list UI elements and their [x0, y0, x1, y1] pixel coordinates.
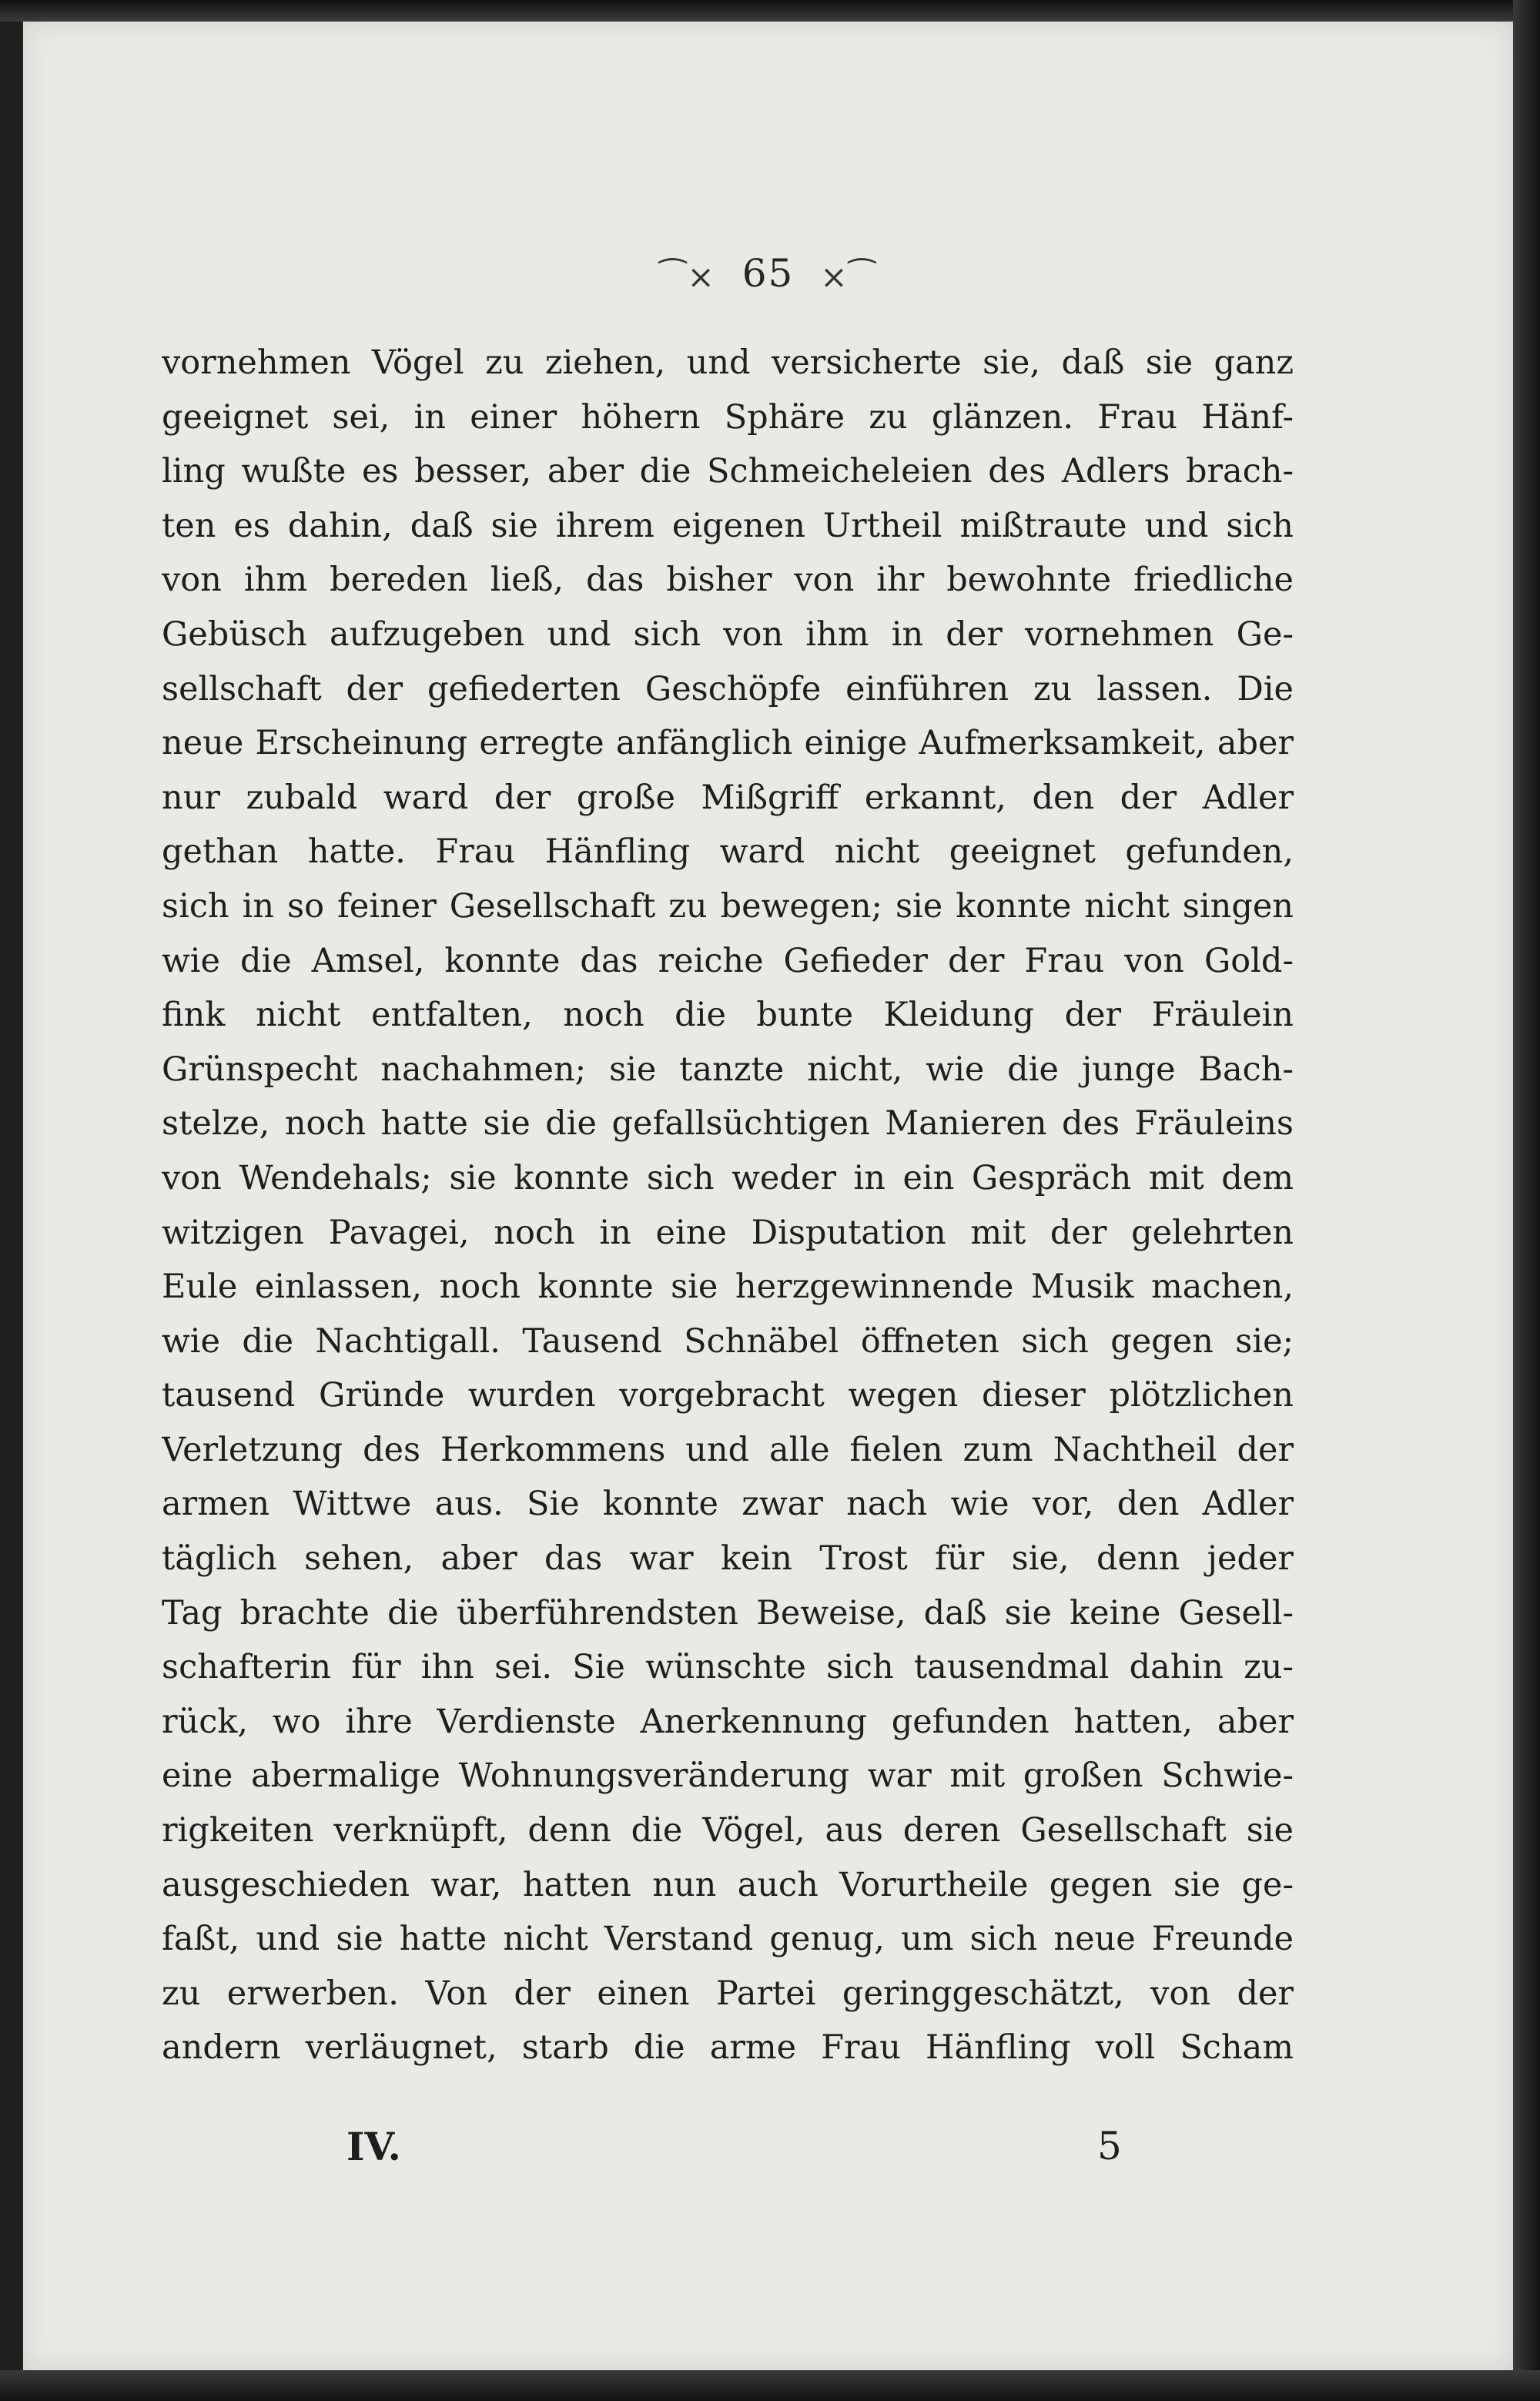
- text-line: stelze, noch hatte sie die gefallsüchtigen Manieren des Fräuleins: [162, 1104, 1294, 1144]
- text-line: nur zubald ward der große Mißgriff erkannt, den der Adler: [162, 778, 1294, 817]
- text-line: rück, wo ihre Verdienste Anerkennung gefunden hatten, aber: [162, 1702, 1294, 1741]
- scan-edge-top: [0, 0, 1540, 22]
- text-line: rigkeiten verknüpft, denn die Vögel, aus deren Gesellschaft sie: [162, 1811, 1294, 1850]
- text-line: ling wußte es besser, aber die Schmeicheleien des Adlers brach-: [162, 452, 1294, 491]
- text-line: neue Erscheinung erregte anfänglich einige Aufmerksamkeit, aber: [162, 724, 1294, 763]
- signature-volume: IV.: [346, 2124, 401, 2169]
- text-line: sich in so feiner Gesellschaft zu bewegen; sie konnte nicht singen: [162, 886, 1294, 926]
- text-line: von ihm bereden ließ, das bisher von ihr bewohnte friedliche: [162, 561, 1294, 600]
- text-line: eine abermalige Wohnungsveränderung war mit großen Schwie-: [162, 1756, 1294, 1796]
- scan-edge-right: [1513, 0, 1540, 2401]
- text-line: ten es dahin, daß sie ihrem eigenen Urtheil mißtraute und sich: [162, 506, 1294, 545]
- text-line: tausend Gründe wurden vorgebracht wegen dieser plötzlichen: [162, 1376, 1294, 1415]
- text-line: witzigen Pavagei, noch in eine Disputation mit der gelehrten: [162, 1213, 1294, 1252]
- text-line: gethan hatte. Frau Hänfling ward nicht geeignet gefunden,: [162, 832, 1294, 872]
- text-line: armen Wittwe aus. Sie konnte zwar nach wie vor, den Adler: [162, 1485, 1294, 1524]
- text-line: ausgeschieden war, hatten nun auch Vorurtheile gegen sie ge-: [162, 1865, 1294, 1904]
- ornament-right: ×⁀: [820, 257, 877, 296]
- text-line: fink nicht entfalten, noch die bunte Kleidung der Fräulein: [162, 996, 1294, 1035]
- text-line: zu erwerben. Von der einen Partei geringgeschätzt, von der: [162, 1974, 1294, 2013]
- text-line: von Wendehals; sie konnte sich weder in ein Gespräch mit dem: [162, 1158, 1294, 1197]
- text-line: vornehmen Vögel zu ziehen, und versicherte sie, daß sie ganz: [162, 343, 1294, 382]
- text-line: geeignet sei, in einer höhern Sphäre zu glänzen. Frau Hänf-: [162, 397, 1294, 437]
- text-line: Grünspecht nachahmen; sie tanzte nicht, wie die junge Bach-: [162, 1050, 1294, 1089]
- page-number: 65: [742, 251, 795, 296]
- text-line: schafterin für ihn sei. Sie wünschte sich tausendmal dahin zu-: [162, 1648, 1294, 1687]
- signature-sheet: 5: [1097, 2124, 1122, 2168]
- text-line: andern verläugnet, starb die arme Frau Hänfling voll Scham: [162, 2028, 1294, 2068]
- ornament-left: ⁀×: [659, 257, 716, 296]
- book-page: [23, 22, 1513, 2370]
- text-line: Gebüsch aufzugeben und sich von ihm in der vornehmen Ge-: [162, 614, 1294, 654]
- text-line: Verletzung des Herkommens und alle fielen zum Nachtheil der: [162, 1430, 1294, 1469]
- scan-edge-bottom: [0, 2370, 1540, 2401]
- text-line: Tag brachte die überführendsten Beweise, daß sie keine Gesell-: [162, 1593, 1294, 1632]
- text-line: sellschaft der gefiederten Geschöpfe einführen zu lassen. Die: [162, 669, 1294, 708]
- text-line: wie die Amsel, konnte das reiche Gefieder der Frau von Gold-: [162, 941, 1294, 980]
- body-text: [162, 336, 1294, 2075]
- text-line: Eule einlassen, noch konnte sie herzgewinnende Musik machen,: [162, 1267, 1294, 1307]
- text-line: wie die Nachtigall. Tausend Schnäbel öffneten sich gegen sie;: [162, 1321, 1294, 1361]
- text-line: täglich sehen, aber das war kein Trost für sie, denn jeder: [162, 1539, 1294, 1579]
- text-line: faßt, und sie hatte nicht Verstand genug, um sich neue Freunde: [162, 1920, 1294, 1959]
- page-footer: [162, 2124, 1294, 2178]
- page-header: [23, 251, 1513, 296]
